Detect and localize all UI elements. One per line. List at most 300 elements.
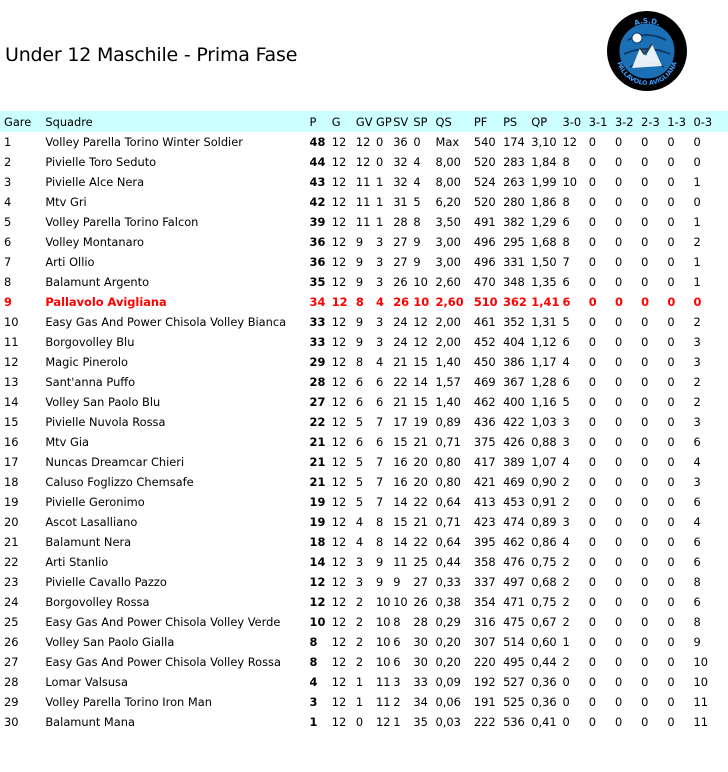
table-row [0, 472, 728, 492]
team-name: Pivielle Alce Nera [45, 175, 145, 189]
team-name: Lomar Valsusa [45, 675, 128, 689]
stat-cell: 1,28 [531, 375, 557, 389]
stat-cell: 0 [667, 575, 675, 589]
stat-cell: 0 [614, 455, 623, 469]
stat-cell: 496 [473, 255, 496, 269]
column-header: GV [355, 114, 373, 129]
stat-cell: 0,20 [435, 655, 461, 669]
stat-cell: 1,41 [531, 295, 560, 309]
stat-cell: 0 [588, 695, 596, 709]
team-name: Caluso Foglizzo Chemsafe [45, 475, 194, 489]
stat-cell: 19 [413, 415, 428, 429]
stat-cell: 3 [693, 335, 701, 349]
stat-cell: 15 [413, 355, 428, 369]
stat-cell: 2,60 [435, 275, 461, 289]
stat-cell: 5 [355, 495, 364, 509]
rank-cell: 18 [4, 475, 19, 489]
rank-cell: 21 [4, 535, 19, 549]
stat-cell: 354 [473, 595, 496, 609]
stat-cell: 3 [693, 475, 701, 489]
stat-cell: 5 [355, 455, 364, 469]
stat-cell: 0,67 [531, 615, 557, 629]
page-title: Under 12 Maschile - Prima Fase [5, 44, 298, 66]
stat-cell: 0 [693, 195, 701, 209]
stat-cell: 0 [641, 295, 650, 309]
stat-cell: 0 [641, 675, 649, 689]
stat-cell: 6 [562, 215, 570, 229]
stat-cell: 0 [588, 715, 596, 729]
stat-cell: 174 [503, 135, 525, 149]
stat-cell: 0 [614, 535, 623, 549]
table-row [0, 272, 728, 292]
stat-cell: 0,90 [531, 475, 557, 489]
stat-cell: 1,99 [531, 175, 557, 189]
stat-cell: 8,00 [435, 175, 461, 189]
table-row [0, 332, 728, 352]
stat-cell: 0 [614, 235, 623, 249]
stat-cell: 12 [331, 335, 347, 349]
stat-cell: 0,71 [435, 435, 461, 449]
stat-cell: 0 [641, 415, 649, 429]
table-row [0, 572, 728, 592]
stat-cell: 0 [588, 295, 597, 309]
stat-cell: 0 [588, 275, 596, 289]
stat-cell: 48 [309, 135, 326, 149]
rank-cell: 7 [4, 255, 12, 269]
team-name: Balamunt Mana [45, 715, 135, 729]
stat-cell: 12 [331, 395, 347, 409]
stat-cell: 421 [473, 475, 496, 489]
stat-cell: 1 [376, 175, 384, 189]
column-header: SP [413, 114, 428, 129]
stat-cell: 0 [588, 355, 596, 369]
column-header: P [309, 114, 317, 129]
rank-cell: 28 [4, 675, 19, 689]
stat-cell: 0 [667, 215, 675, 229]
rank-cell: 17 [4, 455, 19, 469]
stat-cell: 12 [331, 215, 347, 229]
stat-cell: 474 [503, 515, 525, 529]
stat-cell: 0 [614, 255, 623, 269]
rank-cell: 25 [4, 615, 19, 629]
team-name: Balamunt Argento [45, 275, 150, 289]
stat-cell: 422 [503, 415, 525, 429]
stat-cell: 0 [588, 315, 596, 329]
stat-cell: 527 [503, 675, 525, 689]
table-row [0, 652, 728, 672]
stat-cell: 8 [376, 535, 384, 549]
stat-cell: 2 [393, 695, 401, 709]
stat-cell: 280 [503, 195, 525, 209]
stat-cell: 0,68 [531, 575, 557, 589]
stat-cell: 3 [355, 555, 364, 569]
stat-cell: 21 [309, 455, 326, 469]
stat-cell: 0 [614, 275, 623, 289]
stat-cell: 331 [503, 255, 525, 269]
stat-cell: 12 [331, 295, 348, 309]
stat-cell: 2 [562, 495, 570, 509]
stat-cell: 2 [355, 635, 364, 649]
stat-cell: 27 [393, 255, 408, 269]
table-row [0, 412, 728, 432]
stat-cell: 6 [562, 295, 571, 309]
stat-cell: 10 [413, 295, 430, 309]
stat-cell: 43 [309, 175, 326, 189]
stat-cell: 3 [376, 235, 384, 249]
stat-cell: 2 [562, 595, 570, 609]
stat-cell: 1,68 [531, 235, 557, 249]
table-row [0, 512, 728, 532]
stat-cell: 11 [376, 695, 391, 709]
stat-cell: 0 [667, 435, 675, 449]
stat-cell: 12 [413, 315, 428, 329]
stat-cell: 44 [309, 155, 326, 169]
stat-cell: 0 [588, 415, 596, 429]
stat-cell: 6 [376, 395, 384, 409]
stat-cell: 8 [562, 155, 570, 169]
stat-cell: 0 [641, 155, 649, 169]
stat-cell: 8 [693, 575, 701, 589]
stat-cell: 0 [667, 175, 675, 189]
stat-cell: 0 [614, 355, 623, 369]
team-name: Balamunt Nera [45, 535, 132, 549]
stat-cell: 10 [562, 175, 578, 189]
stat-cell: 28 [413, 615, 428, 629]
stat-cell: 0,64 [435, 535, 461, 549]
stat-cell: 3 [376, 315, 384, 329]
stat-cell: 6,20 [435, 195, 461, 209]
stat-cell: 12 [331, 455, 347, 469]
column-header: 3-2 [614, 114, 634, 129]
stat-cell: 9 [355, 275, 364, 289]
stat-cell: 15 [413, 395, 428, 409]
stat-cell: 3 [309, 695, 318, 709]
stat-cell: 6 [693, 555, 701, 569]
stat-cell: 17 [393, 415, 408, 429]
team-name: Pivielle Toro Seduto [45, 155, 157, 169]
stat-cell: 6 [693, 495, 701, 509]
stat-cell: 12 [331, 195, 347, 209]
stat-cell: 497 [503, 575, 525, 589]
stat-cell: 3,10 [531, 135, 557, 149]
stat-cell: 33 [309, 315, 326, 329]
stat-cell: 0,60 [531, 635, 557, 649]
stat-cell: 6 [355, 395, 364, 409]
stat-cell: 26 [393, 295, 410, 309]
stat-cell: 0,80 [435, 475, 461, 489]
stat-cell: 382 [503, 215, 525, 229]
stat-cell: 348 [503, 275, 525, 289]
team-name: Pivielle Geronimo [45, 495, 145, 509]
stat-cell: 1,40 [435, 355, 461, 369]
stat-cell: 12 [331, 555, 347, 569]
stat-cell: 520 [473, 195, 496, 209]
table-row [0, 192, 728, 212]
stat-cell: 536 [503, 715, 525, 729]
stat-cell: 0 [588, 635, 596, 649]
table-row [0, 452, 728, 472]
column-header: Gare [4, 114, 32, 129]
stat-cell: 2,60 [435, 295, 464, 309]
stat-cell: 192 [473, 675, 496, 689]
stat-cell: 12 [355, 135, 371, 149]
stat-cell: 423 [473, 515, 496, 529]
stat-cell: 0,20 [435, 635, 461, 649]
table-row [0, 392, 728, 412]
stat-cell: 495 [503, 655, 525, 669]
stat-cell: 0 [376, 135, 384, 149]
team-name: Mtv Gri [45, 195, 87, 209]
stat-cell: 4 [562, 455, 570, 469]
stat-cell: 0 [588, 435, 596, 449]
stat-cell: 0 [667, 275, 675, 289]
stat-cell: 2 [693, 315, 701, 329]
stat-cell: 0 [641, 215, 649, 229]
stat-cell: 510 [473, 295, 498, 309]
stat-cell: 0 [588, 455, 596, 469]
stat-cell: 0 [614, 415, 623, 429]
stat-cell: 10 [393, 595, 408, 609]
stat-cell: 1,40 [435, 395, 461, 409]
stat-cell: 12 [331, 435, 347, 449]
stat-cell: 0 [667, 555, 675, 569]
stat-cell: 9 [355, 235, 364, 249]
stat-cell: 12 [309, 575, 326, 589]
rank-cell: 22 [4, 555, 19, 569]
stat-cell: 462 [503, 535, 525, 549]
stat-cell: 2 [562, 555, 570, 569]
stat-cell: 12 [562, 135, 578, 149]
stat-cell: 8 [355, 295, 364, 309]
stat-cell: 33 [413, 675, 428, 689]
stat-cell: 22 [413, 495, 428, 509]
stat-cell: 0 [588, 495, 596, 509]
stat-cell: 2 [693, 375, 701, 389]
table-row [0, 432, 728, 452]
stat-cell: 0 [641, 515, 649, 529]
stat-cell: 12 [331, 275, 347, 289]
stat-cell: 1,03 [531, 415, 557, 429]
stat-cell: 12 [331, 355, 347, 369]
stat-cell: 476 [503, 555, 525, 569]
stat-cell: 462 [473, 395, 496, 409]
stat-cell: 21 [309, 435, 326, 449]
stat-cell: 375 [473, 435, 496, 449]
stat-cell: 4 [309, 675, 318, 689]
stat-cell: 9 [393, 575, 401, 589]
table-row [0, 312, 728, 332]
column-header: PF [473, 114, 488, 129]
stat-cell: 1,35 [531, 275, 557, 289]
stat-cell: 1 [309, 715, 318, 729]
stat-cell: 11 [376, 675, 391, 689]
stat-cell: 5 [355, 415, 364, 429]
stat-cell: 1 [693, 175, 701, 189]
team-name: Pivielle Nuvola Rossa [45, 415, 166, 429]
stat-cell: 0 [588, 175, 596, 189]
stat-cell: 8 [413, 215, 421, 229]
stat-cell: 295 [503, 235, 525, 249]
column-header: 0-3 [693, 114, 713, 129]
stat-cell: 0 [588, 595, 596, 609]
stat-cell: 0,88 [531, 435, 557, 449]
stat-cell: 2 [562, 575, 570, 589]
table-row [0, 692, 728, 712]
svg-text:PALLAVOLO AVIGLIANA: PALLAVOLO AVIGLIANA [615, 60, 679, 88]
stat-cell: 6 [376, 375, 384, 389]
stat-cell: 4 [693, 455, 701, 469]
stat-cell: 3 [355, 575, 364, 589]
stat-cell: 2 [562, 615, 570, 629]
table-row [0, 672, 728, 692]
column-header: 3-1 [588, 114, 608, 129]
stat-cell: 2 [562, 475, 570, 489]
stat-cell: 0,03 [435, 715, 461, 729]
stat-cell: 8 [309, 635, 318, 649]
stat-cell: 0,86 [531, 535, 557, 549]
stat-cell: 6 [562, 375, 570, 389]
stat-cell: 0 [614, 675, 623, 689]
stat-cell: 0,06 [435, 695, 461, 709]
stat-cell: 12 [331, 595, 347, 609]
stat-cell: 3 [376, 275, 384, 289]
stat-cell: 12 [331, 515, 347, 529]
rank-cell: 20 [4, 515, 19, 529]
stat-cell: 12 [331, 475, 347, 489]
rank-cell: 3 [4, 175, 12, 189]
stat-cell: 10 [413, 275, 428, 289]
stat-cell: 26 [393, 275, 408, 289]
stat-cell: 1 [693, 275, 701, 289]
stat-cell: 0 [641, 455, 649, 469]
stat-cell: 0 [641, 175, 649, 189]
stat-cell: 2 [693, 235, 701, 249]
table-row [0, 532, 728, 552]
stat-cell: 0 [641, 535, 649, 549]
stat-cell: 0 [614, 495, 623, 509]
stat-cell: 1,86 [531, 195, 557, 209]
stat-cell: 0 [641, 315, 649, 329]
stat-cell: 475 [503, 615, 525, 629]
team-name: Easy Gas And Power Chisola Volley Bianca [45, 315, 287, 329]
stat-cell: 7 [376, 495, 384, 509]
stat-cell: 263 [503, 175, 525, 189]
stat-cell: 4 [413, 175, 421, 189]
team-name: Ascot Lasalliano [45, 515, 138, 529]
stat-cell: 0 [588, 335, 596, 349]
stat-cell: 12 [413, 335, 428, 349]
table-row [0, 632, 728, 652]
stat-cell: 0 [667, 135, 675, 149]
stat-cell: 0 [693, 135, 701, 149]
stat-cell: 9 [413, 255, 421, 269]
rank-cell: 29 [4, 695, 19, 709]
stat-cell: 39 [309, 215, 326, 229]
stat-cell: 1,84 [531, 155, 557, 169]
stat-cell: 20 [413, 475, 428, 489]
stat-cell: 426 [503, 435, 525, 449]
stat-cell: 6 [376, 435, 384, 449]
stat-cell: 12 [331, 375, 347, 389]
stat-cell: 352 [503, 315, 525, 329]
stat-cell: 5 [355, 475, 364, 489]
stat-cell: 14 [393, 535, 408, 549]
stat-cell: 10 [376, 635, 391, 649]
stat-cell: 0 [641, 195, 649, 209]
stat-cell: 453 [503, 495, 525, 509]
stat-cell: 35 [413, 715, 428, 729]
stat-cell: 0,36 [531, 675, 557, 689]
stat-cell: 10 [693, 655, 709, 669]
team-name: Sant'anna Puffo [45, 375, 136, 389]
stat-cell: 0 [667, 515, 675, 529]
stat-cell: 30 [413, 635, 428, 649]
stat-cell: 15 [393, 435, 408, 449]
column-header: QS [435, 114, 452, 129]
column-header: G [331, 114, 341, 129]
stat-cell: 8 [393, 615, 401, 629]
stat-cell: 10 [376, 615, 391, 629]
stat-cell: 450 [473, 355, 496, 369]
stat-cell: 6 [355, 435, 364, 449]
stat-cell: 0 [667, 255, 675, 269]
stat-cell: 0 [588, 475, 596, 489]
stat-cell: 9 [376, 575, 384, 589]
stat-cell: 4 [376, 355, 384, 369]
stat-cell: 0,89 [435, 415, 461, 429]
stat-cell: 1,57 [435, 375, 461, 389]
stat-cell: 0 [641, 495, 649, 509]
stat-cell: 0,44 [435, 555, 461, 569]
stat-cell: 25 [413, 555, 428, 569]
stat-cell: 9 [693, 635, 701, 649]
stat-cell: 0 [693, 155, 701, 169]
team-name: Pivielle Cavallo Pazzo [45, 575, 167, 589]
stat-cell: 358 [473, 555, 496, 569]
stat-cell: 8 [376, 515, 384, 529]
stat-cell: 12 [331, 695, 347, 709]
table-row [0, 212, 728, 232]
team-name: Volley Parella Torino Iron Man [45, 695, 212, 709]
stat-cell: 21 [413, 435, 428, 449]
stat-cell: 28 [393, 215, 408, 229]
stat-cell: 0 [588, 135, 596, 149]
stat-cell: 220 [473, 655, 496, 669]
stat-cell: 0 [667, 375, 675, 389]
stat-cell: 0 [667, 595, 675, 609]
stat-cell: 8 [693, 615, 701, 629]
stat-cell: 15 [393, 515, 408, 529]
column-header: 1-3 [667, 114, 686, 129]
column-header: SV [393, 114, 409, 129]
team-name: Volley San Paolo Blu [45, 395, 161, 409]
rank-cell: 30 [4, 715, 19, 729]
stat-cell: 0 [588, 615, 596, 629]
stat-cell: 8 [355, 355, 364, 369]
stat-cell: 0 [667, 695, 675, 709]
stat-cell: 6 [393, 655, 401, 669]
stat-cell: 4 [562, 355, 570, 369]
stat-cell: 0 [667, 395, 675, 409]
stat-cell: 12 [331, 655, 347, 669]
stat-cell: 0,44 [531, 655, 557, 669]
stat-cell: 1 [376, 195, 384, 209]
stat-cell: 24 [393, 315, 408, 329]
stat-cell: 0 [641, 615, 649, 629]
stat-cell: 7 [376, 455, 384, 469]
stat-cell: 18 [309, 535, 326, 549]
stat-cell: 0 [641, 235, 649, 249]
